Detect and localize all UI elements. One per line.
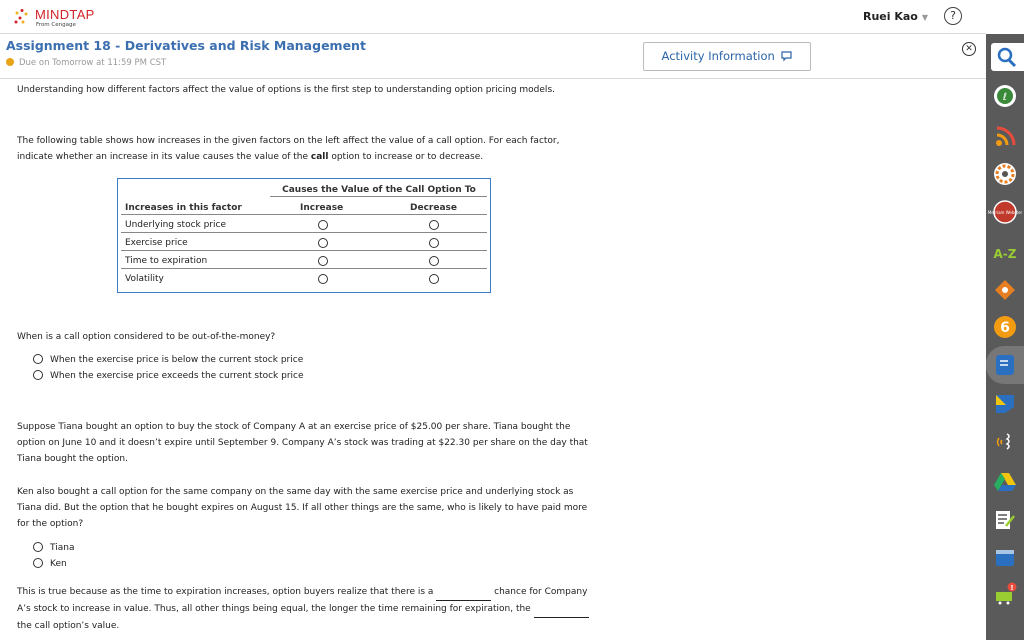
rss-icon[interactable] bbox=[993, 125, 1017, 149]
profile-icon[interactable] bbox=[993, 84, 1017, 108]
activity-information-button[interactable] bbox=[643, 42, 811, 71]
call-option-table bbox=[117, 178, 491, 293]
q2-option-ken[interactable] bbox=[33, 556, 67, 572]
mindtap-logo[interactable] bbox=[14, 6, 124, 30]
q3-text-part3: the call option’s value. bbox=[17, 621, 120, 631]
table-col-increase: Increase bbox=[300, 203, 344, 213]
radio-increase[interactable] bbox=[318, 220, 328, 230]
assignment-title: Assignment 18 - Derivatives and Risk Management bbox=[6, 38, 366, 53]
blank-dropdown-2[interactable] bbox=[534, 601, 589, 618]
table-divider bbox=[121, 214, 487, 215]
color-wheel-icon[interactable] bbox=[993, 162, 1017, 186]
table-row-label: Underlying stock price bbox=[125, 220, 226, 230]
a-z-icon[interactable] bbox=[993, 242, 1017, 266]
question-3 bbox=[17, 584, 592, 634]
user-menu[interactable] bbox=[863, 10, 928, 23]
table-divider bbox=[121, 268, 487, 269]
top-bar bbox=[0, 0, 986, 34]
table-divider bbox=[121, 250, 487, 251]
q1-option-1[interactable] bbox=[33, 352, 303, 368]
table-instructions-part2: option to increase or to decrease. bbox=[328, 152, 484, 162]
question-content bbox=[0, 80, 600, 640]
question-2: Ken also bought a call option for the same company on the same day with the same exercise price and underlying stock as Tiana did. But the option that he bought expires on August 15. If all other things are the same, who is likely to have paid more for the option? bbox=[17, 487, 588, 529]
q1-option-2[interactable] bbox=[33, 368, 304, 384]
table-row-label: Volatility bbox=[125, 274, 164, 284]
table-row-label: Time to expiration bbox=[125, 256, 208, 266]
merriam-webster-icon[interactable] bbox=[987, 200, 1023, 224]
q1-option-label: When the exercise price exceeds the current stock price bbox=[50, 371, 304, 381]
q3-text-part2: chance for Company A’s stock to increase in value. Thus, all other things being equal, the longer the time remaining for expiration, the bbox=[17, 587, 588, 614]
dock-top-spacer bbox=[986, 0, 1024, 34]
q3-text-part1: This is true because as the time to expiration increases, option buyers realize that there is a bbox=[17, 587, 437, 597]
search-icon[interactable] bbox=[991, 43, 1024, 71]
logo-dots-icon bbox=[14, 8, 32, 26]
chevron-down-icon: ▼ bbox=[921, 13, 929, 22]
comment-icon bbox=[781, 51, 792, 61]
radio-increase[interactable] bbox=[318, 256, 328, 266]
app-dock bbox=[986, 0, 1024, 640]
blank-dropdown-1[interactable] bbox=[436, 584, 491, 601]
drive-icon[interactable] bbox=[993, 470, 1017, 494]
table-row-label: Exercise price bbox=[125, 238, 188, 248]
assignment-header bbox=[0, 35, 986, 79]
radio-button[interactable] bbox=[33, 354, 43, 364]
table-group-header: Causes the Value of the Call Option To bbox=[282, 185, 476, 195]
radio-decrease[interactable] bbox=[429, 274, 439, 284]
due-status-icon bbox=[6, 58, 14, 66]
radio-button[interactable] bbox=[33, 542, 43, 552]
stack-icon[interactable] bbox=[993, 546, 1017, 570]
q2-option-tiana[interactable] bbox=[33, 540, 74, 556]
scenario-text: Suppose Tiana bought an option to buy the stock of Company A at an exercise price of $25.00 per share. Tiana bought the option on June 10 and it doesn’t expire until September 9. Company A’s stock was trading at $22.30 per share on the day that Tiana bought the option. bbox=[17, 422, 588, 464]
checklist-icon[interactable] bbox=[993, 508, 1017, 532]
svg-text:ℓ: ℓ bbox=[1002, 92, 1008, 103]
due-text: Due on Tomorrow at 11:59 PM CST bbox=[19, 58, 167, 68]
user-name: Ruei Kao bbox=[863, 10, 918, 23]
table-col-factor: Increases in this factor bbox=[125, 203, 242, 213]
help-icon[interactable]: ? bbox=[944, 7, 962, 25]
flag-icon[interactable] bbox=[993, 392, 1017, 416]
table-instructions bbox=[17, 133, 592, 165]
q1-option-label: When the exercise price is below the current stock price bbox=[50, 355, 304, 365]
gear-diamond-icon[interactable] bbox=[993, 278, 1017, 302]
radio-increase[interactable] bbox=[318, 238, 328, 248]
table-instructions-part1: The following table shows how increases in the given factors on the left affect the value of a call option. For each factor, indicate whether an increase in its value causes the value of the bbox=[17, 136, 560, 162]
table-divider bbox=[121, 232, 487, 233]
cart-alert-icon[interactable] bbox=[993, 582, 1017, 606]
radio-increase[interactable] bbox=[318, 274, 328, 284]
close-icon[interactable]: ✕ bbox=[962, 42, 976, 56]
table-divider bbox=[270, 196, 487, 197]
radio-button[interactable] bbox=[33, 370, 43, 380]
table-col-decrease: Decrease bbox=[410, 203, 457, 213]
notebook-icon[interactable] bbox=[993, 353, 1017, 377]
a-z-label: A-Z bbox=[993, 247, 1017, 261]
audio-wave-icon[interactable] bbox=[993, 430, 1017, 454]
due-date bbox=[6, 58, 166, 68]
question-1: When is a call option considered to be out-of-the-money? bbox=[17, 332, 276, 342]
radio-decrease[interactable] bbox=[429, 238, 439, 248]
intro-text: Understanding how different factors affect the value of options is the first step to understanding option pricing models. bbox=[17, 85, 555, 95]
number-six-icon[interactable] bbox=[993, 315, 1017, 339]
app-name: MINDTAP bbox=[35, 7, 95, 22]
q2-option-label: Tiana bbox=[50, 543, 75, 553]
table-instructions-bold: call bbox=[310, 152, 329, 162]
radio-decrease[interactable] bbox=[429, 256, 439, 266]
q2-option-label: Ken bbox=[50, 559, 67, 569]
six-label: 6 bbox=[1000, 320, 1010, 336]
webster-label: Merriam Webster bbox=[987, 210, 1023, 215]
alert-label: ! bbox=[1010, 584, 1014, 592]
app-tagline: From Cengage bbox=[36, 22, 76, 28]
radio-button[interactable] bbox=[33, 558, 43, 568]
radio-decrease[interactable] bbox=[429, 220, 439, 230]
activity-button-label: Activity Information bbox=[661, 49, 775, 63]
